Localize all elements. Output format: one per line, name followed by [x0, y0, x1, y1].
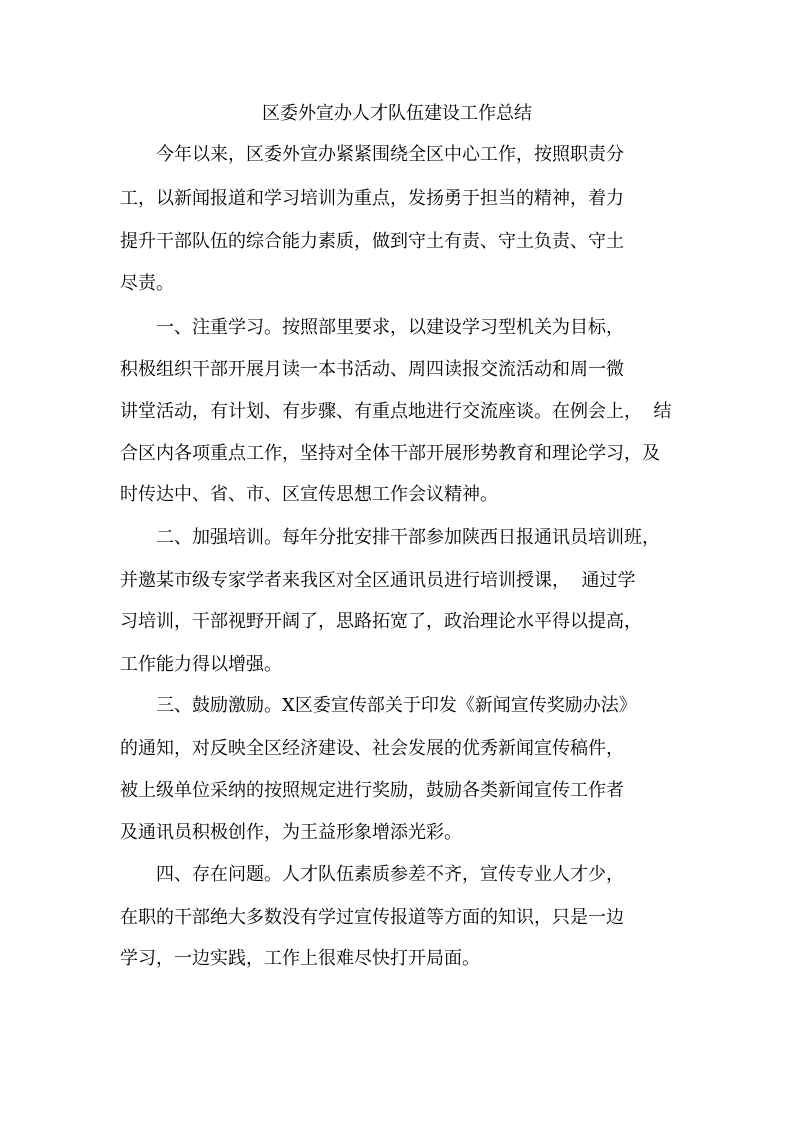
text-line: 及通讯员积极创作，为王益形象增添光彩。 [120, 822, 462, 843]
text-line: 时传达中、省、市、区宣传思想工作会议精神。 [120, 484, 498, 505]
text-line: 的通知，对反映全区经济建设、社会发展的优秀新闻宣传稿件， [120, 738, 624, 759]
text-line: 三、鼓励激励。X区委宣传部关于印发《新闻宣传奖励办法》 [120, 695, 637, 716]
text-line: 一、注重学习。按照部里要求，以建设学习型机关为目标， [120, 317, 624, 338]
text-line: 并邀某市级专家学者来我区对全区通讯员进行培训授课， 通过学 [120, 570, 636, 591]
text-line: 工作能力得以增强。 [120, 654, 282, 675]
text-line: 习培训，干部视野开阔了，思路拓宽了，政治理论水平得以提高， [120, 611, 642, 632]
text-line: 讲堂活动，有计划、有步骤、有重点地进行交流座谈。在例会上， 结 [120, 401, 672, 422]
text-line: 被上级单位采纳的按照规定进行奖励，鼓励各类新闻宣传工作者 [120, 780, 624, 801]
text-line: 四、存在问题。人才队伍素质参差不齐，宣传专业人才少， [120, 864, 624, 885]
text-line: 今年以来，区委外宣办紧紧围绕全区中心工作，按照职责分 [120, 144, 624, 165]
text-line: 尽责。 [120, 273, 174, 294]
text-line: 提升干部队伍的综合能力素质，做到守土有责、守土负责、守土 [120, 231, 624, 252]
text-line: 学习，一边实践，工作上很难尽快打开局面。 [120, 948, 480, 969]
text-line: 合区内各项重点工作，坚持对全体干部开展形势教育和理论学习，及 [120, 443, 660, 464]
document-title: 区委外宣办人才队伍建设工作总结 [262, 103, 532, 124]
text-line: 二、加强培训。每年分批安排干部参加陕西日报通讯员培训班， [120, 527, 660, 548]
text-line: 在职的干部绝大多数没有学过宣传报道等方面的知识，只是一边 [120, 907, 624, 928]
text-line: 积极组织干部开展月读一本书活动、周四读报交流活动和周一微 [120, 359, 624, 380]
text-line: 工，以新闻报道和学习培训为重点，发扬勇于担当的精神，着力 [120, 188, 624, 209]
